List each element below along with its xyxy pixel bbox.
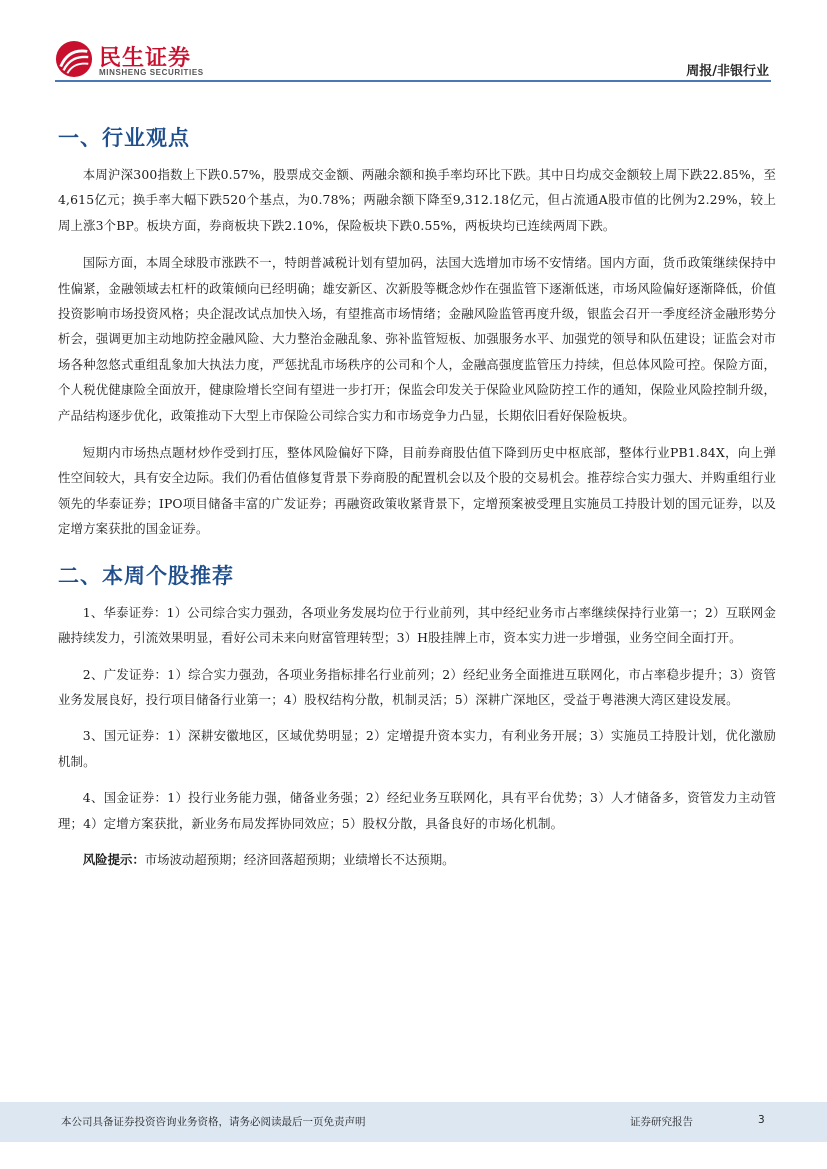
page-header — [0, 0, 827, 82]
main-content — [58, 108, 776, 872]
paragraph-macro-policy: 国际方面，本周全球股市涨跌不一，特朗普减税计划有望加码，法国大选增加市场不安情绪。国内方面，货币政策继续保持中性偏紧，金融领域去杠杆的政策倾向已经明确；雄安新区、次新股等概念炒作在强监管下逐渐低迷，市场风险偏好逐渐降低，价值投资影响市场投资风格；央企混改试点加快入场，有望推高市场情绪；金融风险监管再度升级，银监会召开一季度经济金融形势分析会，强调更加主动地防控金融风险、大力整治金融乱象、弥补监管短板、加强服务水平、加强党的领导和队伍建设；证监会对市场各种忽悠式重组乱象加大执法力度，严惩扰乱市场秩序的公司和个人，金融高强度监管压力持续，但总体风险可控。保险方面，个人税优健康险全面放开，健康险增长空间有望进一步打开；保监会印发关于保险业风险防控工作的通知，保险业风险控制升级，产品结构逐步优化，政策推动下大型上市保险公司综合实力和市场竞争力凸显，长期依旧看好保险板块。 — [58, 255, 776, 423]
section-title-stock-picks: 二、本周个股推荐 — [58, 563, 234, 588]
minsheng-logo-icon — [55, 40, 93, 78]
header-divider — [55, 80, 771, 82]
logo-chinese-name: 民生证券 — [99, 46, 192, 71]
footer-doc-type: 证券研究报告 — [630, 1116, 693, 1128]
stock-pick-guoyuan: 3、国元证券：1）深耕安徽地区，区域优势明显；2）定增提升资本实力，有利业务开展；3）实施员工持股计划，优化激励机制。 — [58, 728, 776, 769]
page-number: 3 — [758, 1114, 765, 1126]
paragraph-market-summary: 本周沪深300指数上下跌0.57%，股票成交金额、两融余额和换手率均环比下跌。其中日均成交金额较上周下跌22.85%，至4,615亿元；换手率大幅下跌520个基点，为0.78%；两融余额下降至9,312.18亿元，但占流通A股市值的比例为2.29%，较上周上涨3个BP。板块方面，券商板块下跌2.10%，保险板块下跌0.55%，两板块均已连续两周下跌。 — [58, 167, 776, 233]
risk-warning-text: 市场波动超预期；经济回落超预期；业绩增长不达预期。 — [144, 851, 455, 867]
footer-disclaimer: 本公司具备证券投资咨询业务资格，请务必阅读最后一页免责声明 — [61, 1116, 366, 1128]
page-footer — [0, 1102, 827, 1142]
paragraph-recommendation: 短期内市场热点题材炒作受到打压，整体风险偏好下降，目前券商股估值下降到历史中枢底部，整体行业PB1.84X，向上弹性空间较大，具有安全边际。我们仍看估值修复背景下券商股的配置机会以及个股的交易机会。推荐综合实力强大、并购重组行业领先的华泰证券；IPO项目储备丰富的广发证券；再融资政策收紧背景下，定增预案被受理且实施员工持股计划的国元证券，以及定增方案获批的国金证券。 — [58, 445, 776, 537]
logo-english-name: MINSHENG SECURITIES — [99, 68, 204, 77]
section-title-industry-view: 一、行业观点 — [58, 126, 190, 150]
stock-pick-guojin: 4、国金证券：1）投行业务能力强，储备业务强；2）经纪业务互联网化，具有平台优势；3）人才储备多，资管发力主动管理；4）定增方案获批，新业务布局发挥协同效应；5）股权分散，具备良好的市场化机制。 — [58, 790, 776, 831]
risk-warning-label: 风险提示： — [82, 851, 145, 867]
report-type: 周报/非银行业 — [686, 64, 769, 79]
stock-pick-guangfa: 2、广发证券：1）综合实力强劲，各项业务指标排名行业前列；2）经纪业务全面推进互联网化，市占率稳步提升；3）资管业务发展良好，投行项目储备行业第一；4）股权结构分散，机制灵活；5）深耕广深地区，受益于粤港澳大湾区建设发展。 — [58, 666, 776, 707]
company-logo — [55, 40, 215, 80]
risk-warning — [58, 847, 776, 872]
stock-pick-huatai: 1、华泰证券：1）公司综合实力强劲，各项业务发展均位于行业前列，其中经纪业务市占率继续保持行业第一；2）互联网金融持续发力，引流效果明显，看好公司未来向财富管理转型；3）H股挂牌上市，资本实力进一步增强，业务空间全面打开。 — [58, 604, 776, 646]
